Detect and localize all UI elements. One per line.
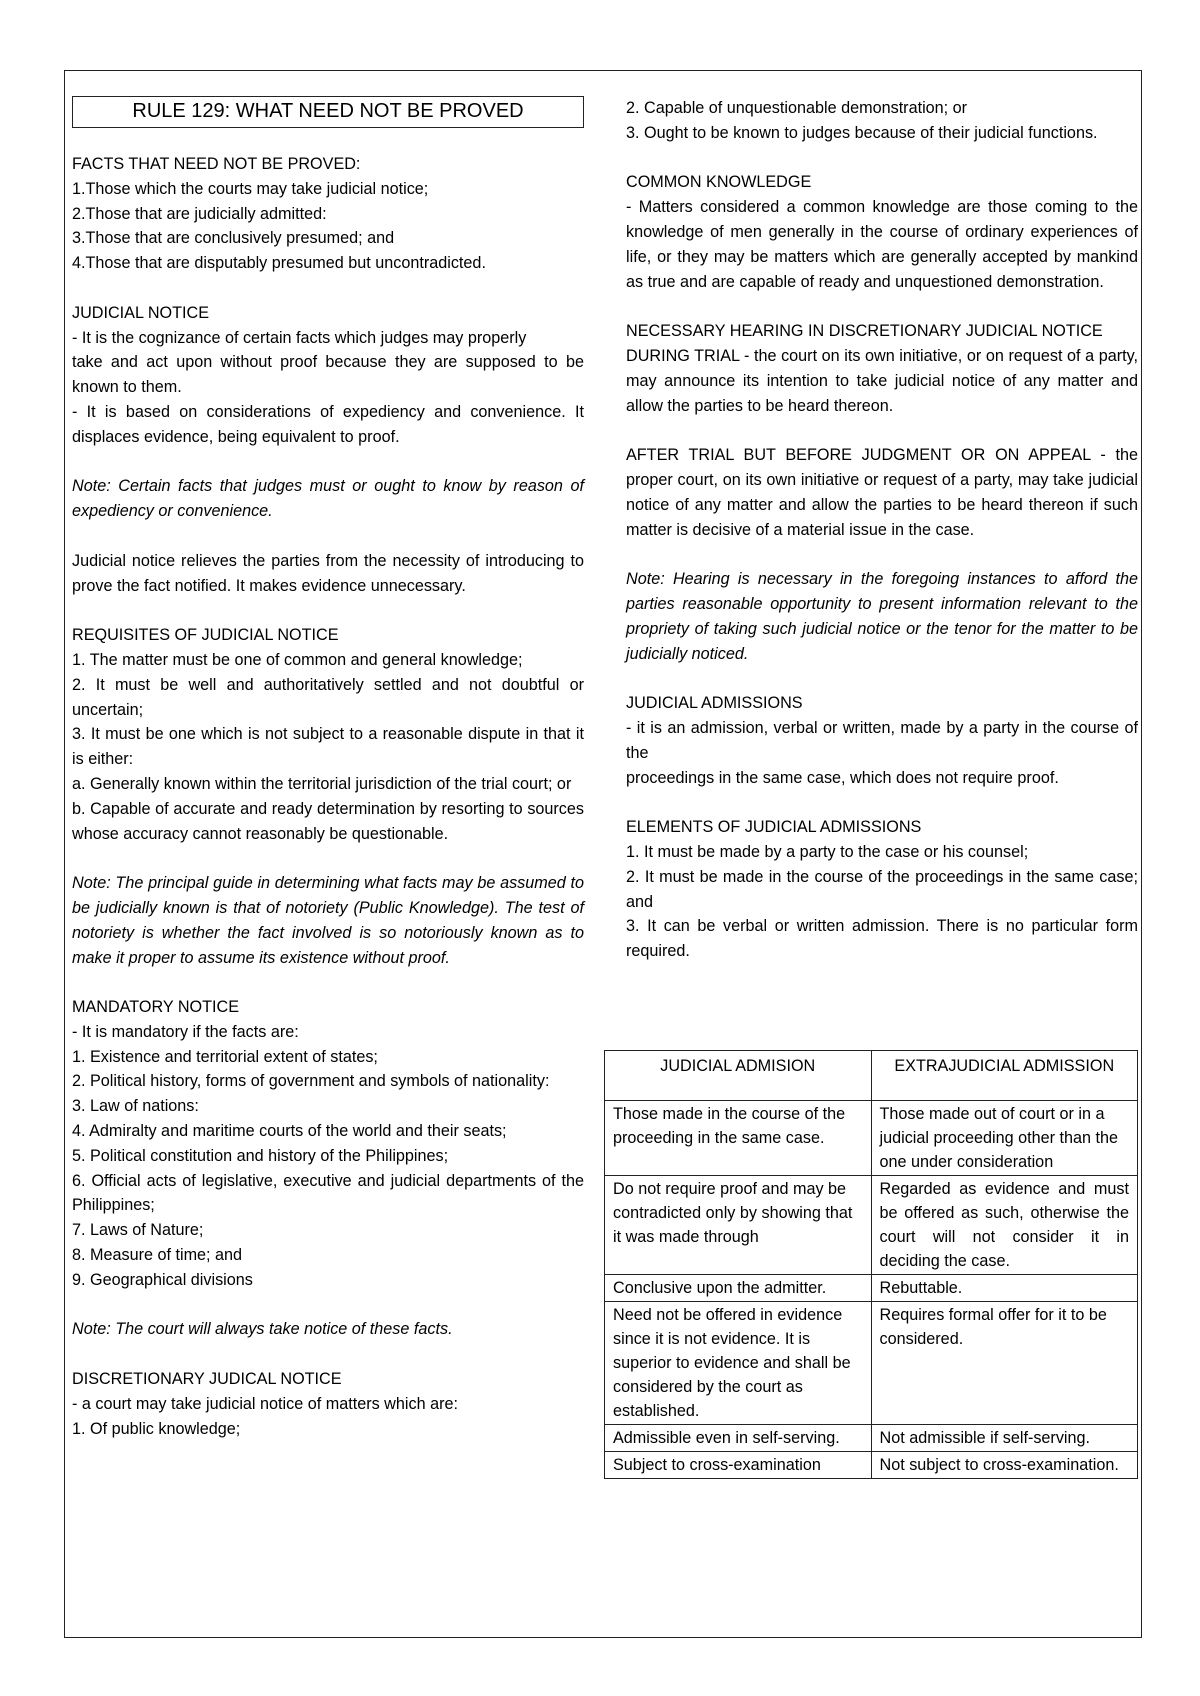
table-cell: Regarded as evidence and must be offered as such, otherwise the court will not consider it in deciding the case. <box>871 1176 1138 1275</box>
table-cell: Requires formal offer for it to be considered. <box>871 1302 1138 1425</box>
judicial-admissions-text: - it is an admission, verbal or written, made by a party in the course of the <box>626 718 1138 762</box>
common-knowledge-text: - Matters considered a common knowledge are those coming to the knowledge of men generally in the course of ordinary experiences of life, or they may be matters which are generally accepted by mankind as true and are capable of ready and unquestioned demonstration. <box>626 198 1138 291</box>
mandatory-item: 5. Political constitution and history of the Philippines; <box>72 1146 449 1165</box>
table-cell: Not subject to cross-examination. <box>871 1452 1138 1479</box>
table-cell: Those made out of court or in a judicial proceeding other than the one under consideration <box>871 1101 1138 1176</box>
necessary-hearing-heading: NECESSARY HEARING IN DISCRETIONARY JUDICIAL NOTICE <box>626 322 1103 341</box>
discretionary-item: 2. Capable of unquestionable demonstration; or <box>626 99 968 117</box>
judicial-admissions-text: proceedings in the same case, which does not require proof. <box>626 768 1059 787</box>
table-header: EXTRAJUDICIAL ADMISSION <box>871 1051 1138 1101</box>
facts-item: 3.Those that are conclusively presumed; and <box>72 229 395 248</box>
right-column <box>626 96 1138 964</box>
mandatory-item: 1. Existence and territorial extent of states; <box>72 1047 378 1066</box>
elements-heading: ELEMENTS OF JUDICIAL ADMISSIONS <box>626 818 922 837</box>
table-cell: Conclusive upon the admitter. <box>605 1275 872 1302</box>
judicial-notice-heading: JUDICIAL NOTICE <box>72 303 210 322</box>
discretionary-item: 1. Of public knowledge; <box>72 1419 241 1438</box>
mandatory-item: 2. Political history, forms of government and symbols of nationality: <box>72 1072 550 1091</box>
table-row <box>605 1101 1138 1176</box>
mandatory-item: 7. Laws of Nature; <box>72 1221 204 1240</box>
facts-heading: FACTS THAT NEED NOT BE PROVED: <box>72 155 361 173</box>
discretionary-heading: DISCRETIONARY JUDICAL NOTICE <box>72 1370 342 1389</box>
judicial-notice-text: - It is based on considerations of expediency and convenience. It displaces evidence, being equivalent to proof. <box>72 402 584 446</box>
mandatory-notice-heading: MANDATORY NOTICE <box>72 998 239 1017</box>
page-title: RULE 129: WHAT NEED NOT BE PROVED <box>72 96 584 128</box>
requisite-item: 1. The matter must be one of common and general knowledge; <box>72 650 523 669</box>
judicial-admissions-heading: JUDICIAL ADMISSIONS <box>626 694 803 713</box>
table-cell: Not admissible if self-serving. <box>871 1425 1138 1452</box>
table-cell: Do not require proof and may be contradicted only by showing that it was made through <box>605 1176 872 1275</box>
during-trial-label: DURING TRIAL <box>626 346 740 365</box>
admission-comparison-table <box>604 1050 1138 1479</box>
table-row <box>605 1275 1138 1302</box>
mandatory-item: 8. Measure of time; and <box>72 1246 243 1265</box>
hearing-note: Note: Hearing is necessary in the foregoing instances to afford the parties reasonable opportunity to present information relevant to the propriety of taking such judicial notice or the tenor for the matter to be judicially noticed. <box>626 570 1138 663</box>
element-item: 3. It can be verbal or written admission. There is no particular form required. <box>626 917 1138 961</box>
table-header: JUDICIAL ADMISION <box>605 1051 872 1101</box>
table-cell: Need not be offered in evidence since it is not evidence. It is superior to evidence and shall be considered by the court as established. <box>605 1302 872 1425</box>
judicial-notice-relief: Judicial notice relieves the parties from the necessity of introducing to prove the fact notified. It makes evidence unnecessary. <box>72 551 584 595</box>
discretionary-intro: - a court may take judicial notice of matters which are: <box>72 1394 458 1413</box>
discretionary-item: 3. Ought to be known to judges because of their judicial functions. <box>626 123 1098 142</box>
left-column <box>72 96 584 1441</box>
table-cell: Admissible even in self-serving. <box>605 1425 872 1452</box>
facts-item: 4.Those that are disputably presumed but uncontradicted. <box>72 254 486 273</box>
mandatory-item: 3. Law of nations: <box>72 1097 199 1116</box>
facts-item: 1.Those which the courts may take judicial notice; <box>72 179 429 198</box>
table-row <box>605 1302 1138 1425</box>
mandatory-notice-intro: - It is mandatory if the facts are: <box>72 1022 299 1041</box>
mandatory-note: Note: The court will always take notice of these facts. <box>72 1320 453 1339</box>
table-row <box>605 1452 1138 1479</box>
facts-item: 2.Those that are judicially admitted: <box>72 204 327 223</box>
after-trial-label: AFTER TRIAL BUT BEFORE JUDGMENT OR ON APPEAL <box>626 446 1091 465</box>
judicial-notice-text: - It is the cognizance of certain facts which judges may properly <box>72 328 527 347</box>
requisite-item: b. Capable of accurate and ready determination by resorting to sources whose accuracy cannot reasonably be questionable. <box>72 799 584 843</box>
element-item: 2. It must be made in the course of the proceedings in the same case; and <box>626 867 1138 911</box>
mandatory-item: 4. Admiralty and maritime courts of the world and their seats; <box>72 1122 507 1141</box>
element-item: 1. It must be made by a party to the case or his counsel; <box>626 842 1029 861</box>
during-trial-text: DURING TRIAL - the court on its own initiative, or on request of a party, may announce its intention to take judicial notice of any matter and allow the parties to be heard thereon. <box>626 346 1138 415</box>
mandatory-item: 9. Geographical divisions <box>72 1270 253 1289</box>
judicial-notice-note: Note: Certain facts that judges must or ought to know by reason of expediency or convenience. <box>72 477 584 521</box>
common-knowledge-heading: COMMON KNOWLEDGE <box>626 173 812 192</box>
requisites-note: Note: The principal guide in determining what facts may be assumed to be judicially known is that of notoriety (Public Knowledge). The test of notoriety is whether the fact involved is so notoriously known as to make it proper to assume its existence without proof. <box>72 874 584 967</box>
requisite-item: 3. It must be one which is not subject to a reasonable dispute in that it is either: <box>72 725 584 769</box>
table-cell: Those made in the course of the proceeding in the same case. <box>605 1101 872 1176</box>
requisite-item: a. Generally known within the territorial jurisdiction of the trial court; or <box>72 774 572 793</box>
table-cell: Subject to cross-examination <box>605 1452 872 1479</box>
after-trial-text: AFTER TRIAL BUT BEFORE JUDGMENT OR ON APPEAL - the proper court, on its own initiative or request of a party, may take judicial notice of any matter and allow the parties to be heard thereon if such matter is decisive of a material issue in the case. <box>626 446 1138 539</box>
requisite-item: 2. It must be well and authoritatively settled and not doubtful or uncertain; <box>72 675 584 719</box>
mandatory-item: 6. Official acts of legislative, executive and judicial departments of the Philippines; <box>72 1171 584 1215</box>
judicial-notice-text: take and act upon without proof because they are supposed to be known to them. <box>72 353 584 397</box>
table-row <box>605 1176 1138 1275</box>
table-row <box>605 1425 1138 1452</box>
requisites-heading: REQUISITES OF JUDICIAL NOTICE <box>72 626 339 645</box>
table-header-row <box>605 1051 1138 1101</box>
table-cell: Rebuttable. <box>871 1275 1138 1302</box>
